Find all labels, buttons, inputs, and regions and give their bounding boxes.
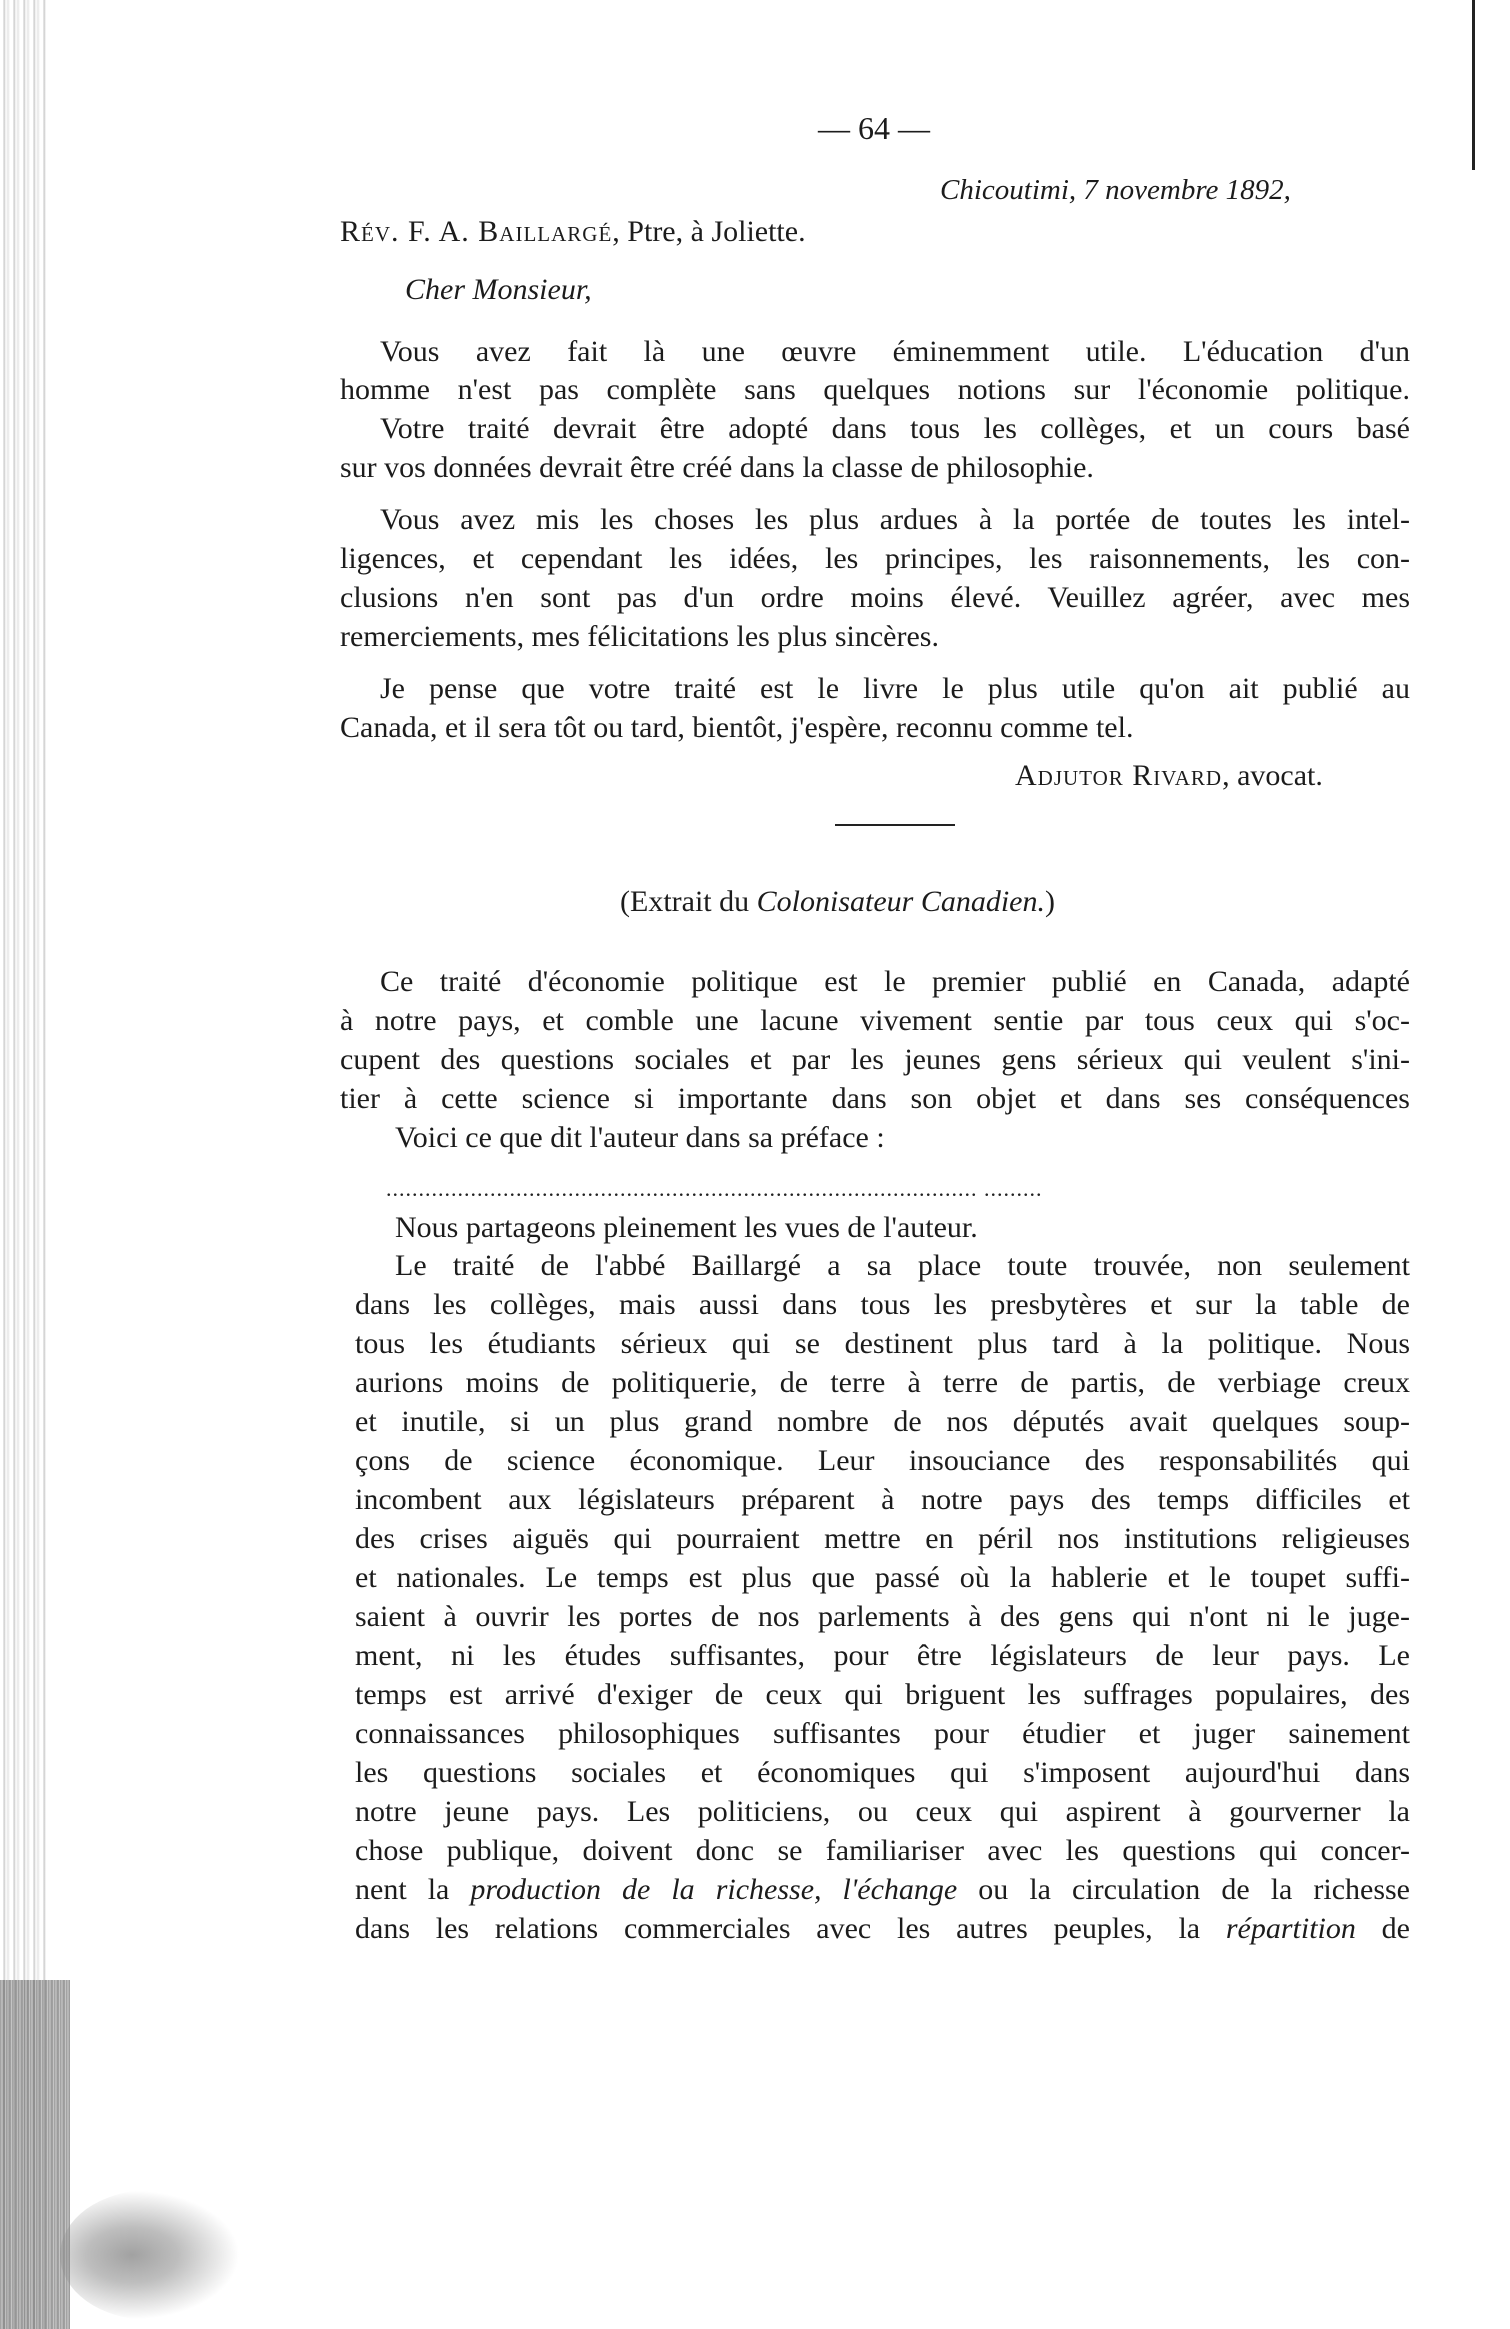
extract-line: ment, ni les études suffisantes, pour être législateurs de leur pays. Le <box>355 1639 1410 1672</box>
letter-salutation: Cher Monsieur, <box>405 273 592 306</box>
extract-line: Nous partageons pleinement les vues de l'auteur. <box>395 1211 978 1244</box>
extract-line: et inutile, si un plus grand nombre de nos députés avait quelques soup- <box>355 1405 1410 1438</box>
page-number: — 64 — <box>818 110 930 146</box>
extract-line: dans les relations commerciales avec les autres peuples, la répartition de <box>355 1912 1410 1945</box>
extract-line: connaissances philosophiques suffisantes pour étudier et juger sainement <box>355 1717 1410 1750</box>
scan-smudge <box>60 2190 240 2320</box>
extract-line: les questions sociales et économiques qui s'imposent aujourd'hui dans <box>355 1756 1410 1789</box>
extract-line: tous les étudiants sérieux qui se destinent plus tard à la politique. Nous <box>355 1327 1410 1360</box>
extract-line: aurions moins de politiquerie, de terre à terre de partis, de verbiage creux <box>355 1366 1410 1399</box>
extract-line: cupent des questions sociales et par les jeunes gens sérieux qui veulent s'ini- <box>340 1043 1410 1076</box>
scan-binding-shadow <box>0 1980 70 2329</box>
extract-line: des crises aiguës qui pourraient mettre en péril nos institutions religieuses <box>355 1522 1410 1555</box>
extract-line: çons de science économique. Leur insouciance des responsabilités qui <box>355 1444 1410 1477</box>
letter-line: homme n'est pas complète sans quelques notions sur l'économie politique. <box>340 373 1410 406</box>
extract-line: chose publique, doivent donc se familiariser avec les questions qui concer- <box>355 1834 1410 1867</box>
letter-line: Vous avez mis les choses les plus ardues à la portée de toutes les intel- <box>380 503 1410 536</box>
letter-line: Je pense que votre traité est le livre le plus utile qu'on ait publié au <box>380 672 1410 705</box>
extract-line: Voici ce que dit l'auteur dans sa préface : <box>395 1121 885 1154</box>
extract-line: tier à cette science si importante dans son objet et dans ses conséquences <box>340 1082 1410 1115</box>
extract-line: saient à ouvrir les portes de nos parlements à des gens qui n'ont ni le juge- <box>355 1600 1410 1633</box>
extract-line: temps est arrivé d'exiger de ceux qui briguent les suffrages populaires, des <box>355 1678 1410 1711</box>
letter-line: remerciements, mes félicitations les plus sincères. <box>340 620 939 653</box>
extract-line: et nationales. Le temps est plus que passé où la hablerie et le toupet suffi- <box>355 1561 1410 1594</box>
extract-line: nent la production de la richesse, l'échange ou la circulation de la richesse <box>355 1873 1410 1906</box>
extract-line: Le traité de l'abbé Baillargé a sa place toute trouvée, non seulement <box>395 1249 1410 1282</box>
extract-line: à notre pays, et comble une lacune vivement sentie par tous ceux qui s'oc- <box>340 1004 1410 1037</box>
letter-addressee: Rév. F. A. Baillargé, Ptre, à Joliette. <box>340 215 806 248</box>
letter-line: Canada, et il sera tôt ou tard, bientôt, j'espère, reconnu comme tel. <box>340 711 1134 744</box>
extract-line: Ce traité d'économie politique est le premier publié en Canada, adapté <box>380 965 1410 998</box>
letter-place-date: Chicoutimi, 7 novembre 1892, <box>940 174 1291 206</box>
letter-line: ligences, et cependant les idées, les principes, les raisonnements, les con- <box>340 542 1410 575</box>
extract-line: dans les collèges, mais aussi dans tous les presbytères et sur la table de <box>355 1288 1410 1321</box>
scan-right-edge <box>1472 0 1475 170</box>
extract-line: notre jeune pays. Les politiciens, ou ceux qui aspirent à gourverner la <box>355 1795 1410 1828</box>
extract-line: incombent aux législateurs préparent à notre pays des temps difficiles et <box>355 1483 1410 1516</box>
letter-signature: Adjutor Rivard, avocat. <box>1015 759 1323 792</box>
letter-line: Votre traité devrait être adopté dans tous les collèges, et un cours basé <box>380 412 1410 445</box>
letter-line: Vous avez fait là une œuvre éminemment utile. L'éducation d'un <box>380 335 1410 368</box>
extract-heading: (Extrait du Colonisateur Canadien.) <box>620 885 1055 918</box>
ellipsis-line: ........................................................................................... ......... <box>386 1178 1043 1200</box>
letter-line: clusions n'en sont pas d'un ordre moins élevé. Veuillez agréer, avec mes <box>340 581 1410 614</box>
letter-line: sur vos données devrait être créé dans la classe de philosophie. <box>340 451 1094 484</box>
section-divider <box>835 824 955 826</box>
